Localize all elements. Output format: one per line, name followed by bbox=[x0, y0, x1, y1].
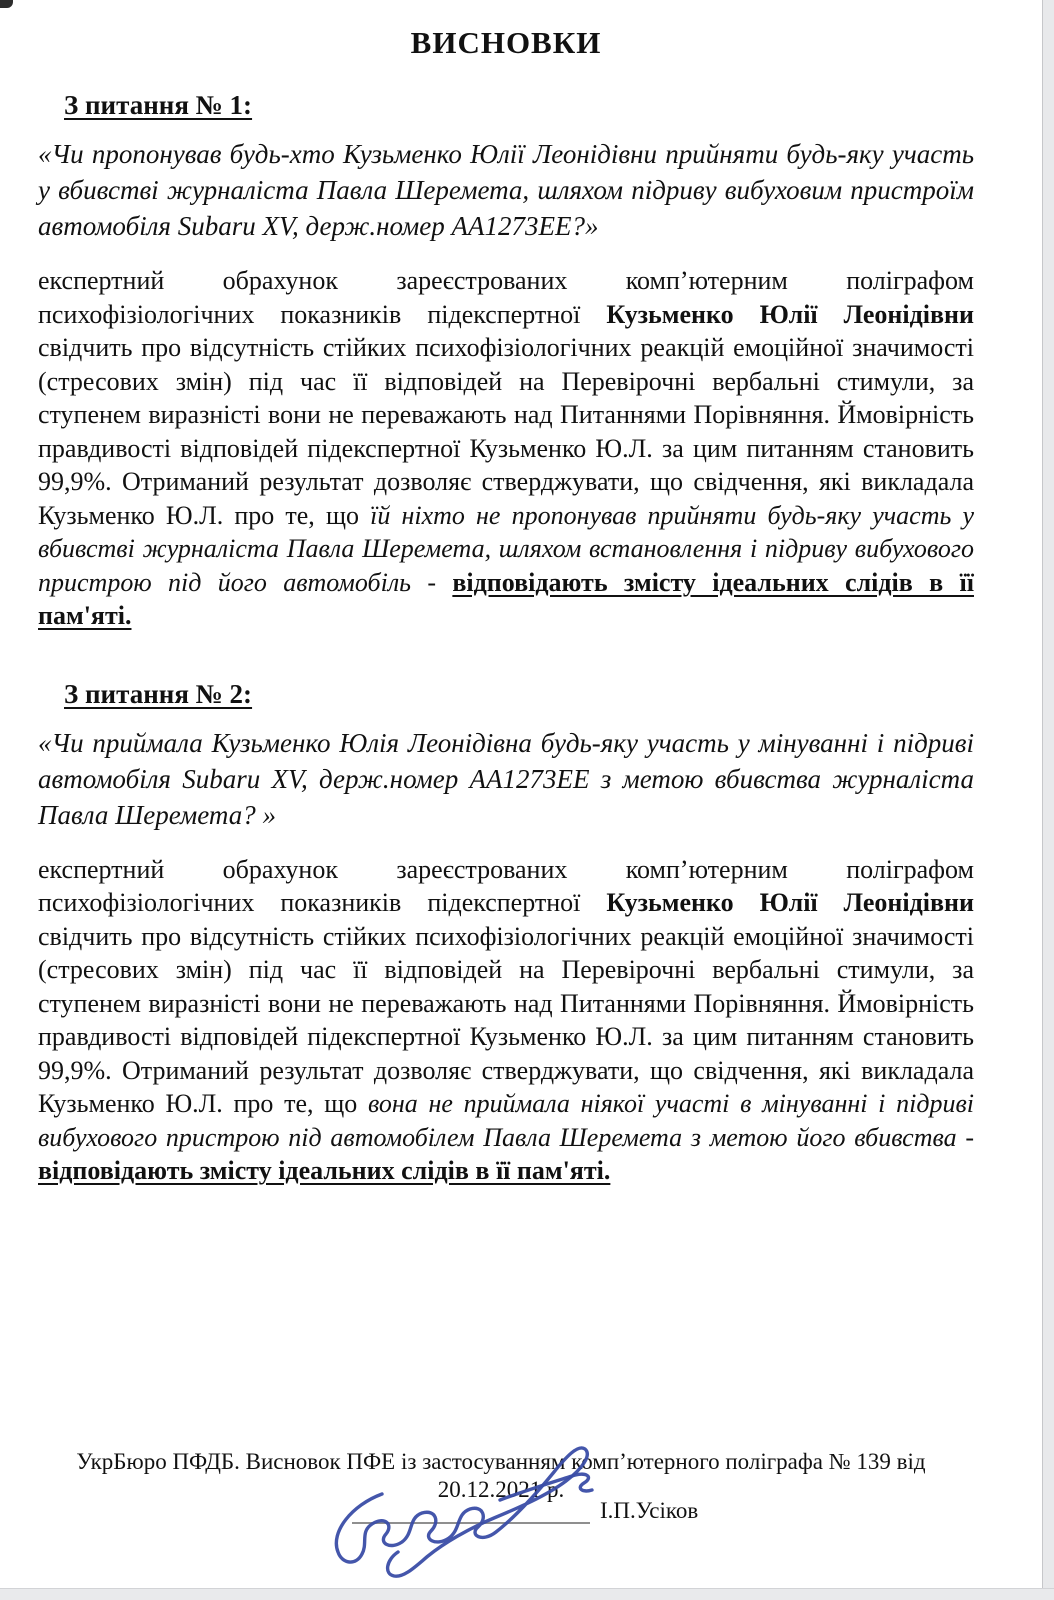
signature-line bbox=[352, 1498, 590, 1524]
page-title: ВИСНОВКИ bbox=[410, 25, 602, 60]
document-content bbox=[0, 22, 1054, 1188]
scan-artifact-mark bbox=[0, 0, 13, 8]
question-1-text: «Чи пропонував будь-хто Кузьменко Юлії Леонідівни прийняти будь-яку участь у вбивстві журналіста Павла Шеремета, шляхом підриву вибуховим пристроїм автомобіля Subaru XV, держ.номер АА1273ЕЕ?» bbox=[38, 139, 974, 241]
answer-1-text: експертний обрахунок зареєстрованих комп’ютерним поліграфом психофізіологічних показників підекспертної Кузьменко Юлії Леонідівни свідчить про відсутність стійких психофізіологічних реакцій емоційної значимості (стресових змін) під час її відповідей на Перевірочні вербальні стимули, за ступенем виразністі вони не переважають над Питаннями Порівняння. Ймовірність правдивості відповідей підекспертної Кузьменко Ю.Л. за цим питанням становить 99,9%. Отриманий результат дозволяє стверджувати, що свідчення, які викладала Кузьменко Ю.Л. про те, що їй ніхто не пропонував прийняти будь-яку участь у вбивстві журналіста Павла Шеремета, шляхом встановлення і підриву вибухового пристрою під його автомобіль - відповідають змісту ідеальних слідів в її пам'яті. bbox=[38, 266, 974, 630]
signature-block bbox=[352, 1498, 698, 1524]
question-2-heading: З питання № 2: bbox=[64, 678, 253, 709]
section-question-1 bbox=[38, 88, 974, 633]
question-1-heading: З питання № 1: bbox=[64, 90, 253, 120]
question-2-text: «Чи приймала Кузьменко Юлія Леонідівна будь-яку участь у мінуванні і підриві автомобіля Subaru XV, держ.номер АА1273ЕЕ з метою вбивства журналіста Павла Шеремета? » bbox=[38, 727, 974, 830]
document-reference: УкрБюро ПФДБ. Висновок ПФЕ із застосуванням комп’ютерного поліграфа № 139 від 20.12.2021 р. bbox=[76, 1449, 926, 1502]
page-edge-bottom bbox=[0, 1588, 1054, 1600]
section-question-2 bbox=[38, 677, 974, 1188]
answer-2-text: експертний обрахунок зареєстрованих комп’ютерним поліграфом психофізіологічних показників підекспертної Кузьменко Юлії Леонідівни свідчить про відсутність стійких психофізіологічних реакцій емоційної значимості (стресових змін) під час її відповідей на Перевірочні вербальні стимули, за ступенем виразністі вони не переважають над Питаннями Порівняння. Ймовірність правдивості відповідей підекспертної Кузьменко Ю.Л. за цим питанням становить 99,9%. Отриманий результат дозволяє стверджувати, що свідчення, які викладала Кузьменко Ю.Л. про те, що вона не приймала ніякої участі в мінуванні і підриві вибухового пристрою під автомобілем Павла Шеремета з метою його вбивства - відповідають змісту ідеальних слідів в її пам'яті. bbox=[38, 854, 974, 1185]
signatory-name: І.П.Усіков bbox=[600, 1498, 699, 1523]
page-edge-right bbox=[1042, 0, 1054, 1600]
